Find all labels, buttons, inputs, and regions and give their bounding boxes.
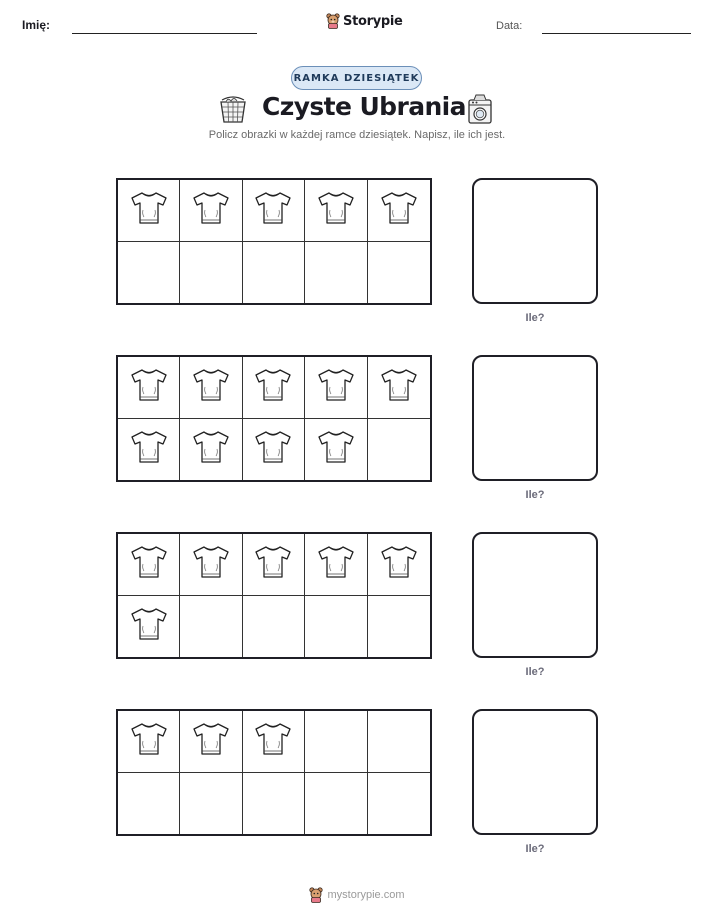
- tshirt-icon: [189, 363, 233, 412]
- ten-frame-cell: [180, 242, 242, 304]
- answer-label: Ile?: [525, 312, 545, 324]
- ten-frame-cell: [180, 534, 242, 596]
- ten-frame-cell: [180, 711, 242, 773]
- ten-frame-cell: [368, 711, 430, 773]
- instructions: Policz obrazki w każdej ramce dziesiątek. Napisz, ile ich jest.: [208, 129, 506, 141]
- tshirt-icon: [251, 425, 295, 474]
- tshirt-icon: [189, 717, 233, 766]
- ten-frame-cell: [180, 419, 242, 481]
- tshirt-icon: [377, 186, 421, 235]
- brand-logo: [326, 13, 403, 29]
- ten-frame-cell: [243, 596, 305, 658]
- ten-frame-cell: [305, 711, 367, 773]
- title-row: [0, 90, 714, 128]
- washing-machine-icon: [465, 92, 495, 124]
- answer-label: Ile?: [525, 666, 545, 678]
- answer-box[interactable]: [472, 709, 598, 835]
- tshirt-icon: [377, 363, 421, 412]
- ten-frame-cell: [118, 357, 180, 419]
- ten-frame-cell: [118, 534, 180, 596]
- ten-frame-cell: [368, 534, 430, 596]
- ten-frame-cell: [180, 773, 242, 835]
- footer-url: mystorypie.com: [327, 889, 405, 901]
- ten-frame-cell: [243, 357, 305, 419]
- ten-frame-cell: [305, 773, 367, 835]
- bear-logo-icon: [309, 887, 323, 903]
- ten-frame-cell: [243, 534, 305, 596]
- tshirt-icon: [251, 186, 295, 235]
- ten-frame: [116, 355, 432, 482]
- brand-name: Storypie: [343, 13, 403, 29]
- laundry-basket-icon: [218, 92, 248, 124]
- ten-frame-cell: [118, 773, 180, 835]
- tshirt-icon: [251, 540, 295, 589]
- tshirt-icon: [314, 363, 358, 412]
- ten-frame: [116, 709, 432, 836]
- ten-frame-cell: [305, 534, 367, 596]
- tshirt-icon: [314, 425, 358, 474]
- answer-label: Ile?: [525, 489, 545, 501]
- ten-frame-cell: [368, 773, 430, 835]
- tshirt-icon: [127, 425, 171, 474]
- ten-frame-cell: [305, 242, 367, 304]
- tshirt-icon: [127, 186, 171, 235]
- tshirt-icon: [127, 363, 171, 412]
- ten-frame: [116, 532, 432, 659]
- date-label: Data:: [496, 20, 523, 32]
- ten-frame-cell: [305, 596, 367, 658]
- name-line[interactable]: [72, 33, 257, 34]
- ten-frame-cell: [368, 180, 430, 242]
- answer-label: Ile?: [525, 843, 545, 855]
- tshirt-icon: [377, 540, 421, 589]
- ten-frame-cell: [243, 419, 305, 481]
- ten-frame-cell: [243, 711, 305, 773]
- answer-box[interactable]: [472, 532, 598, 658]
- tshirt-icon: [314, 186, 358, 235]
- ten-frame-cell: [368, 242, 430, 304]
- tshirt-icon: [127, 717, 171, 766]
- tshirt-icon: [189, 540, 233, 589]
- tshirt-icon: [314, 540, 358, 589]
- ten-frame-cell: [180, 180, 242, 242]
- bear-logo-icon: [326, 13, 340, 29]
- tshirt-icon: [189, 425, 233, 474]
- ten-frame-cell: [118, 180, 180, 242]
- tshirt-icon: [127, 602, 171, 651]
- ten-frame-cell: [118, 596, 180, 658]
- ten-frame-cell: [305, 180, 367, 242]
- ten-frame-cell: [368, 419, 430, 481]
- tshirt-icon: [127, 540, 171, 589]
- name-label: Imię:: [22, 18, 51, 32]
- ten-frame-cell: [305, 357, 367, 419]
- footer: [0, 887, 714, 903]
- tshirt-icon: [251, 363, 295, 412]
- ten-frame-cell: [118, 419, 180, 481]
- answer-box[interactable]: [472, 178, 598, 304]
- ten-frame-cell: [243, 180, 305, 242]
- ten-frame-cell: [180, 357, 242, 419]
- ten-frame-cell: [118, 242, 180, 304]
- worksheet-header: [0, 0, 714, 50]
- ten-frame-cell: [368, 596, 430, 658]
- ten-frame-cell: [243, 773, 305, 835]
- tshirt-icon: [251, 717, 295, 766]
- tshirt-icon: [189, 186, 233, 235]
- date-line[interactable]: [542, 33, 691, 34]
- badge-label: RAMKA DZIESIĄTEK: [293, 72, 420, 84]
- ten-frame-cell: [118, 711, 180, 773]
- ten-frame-cell: [368, 357, 430, 419]
- ten-frame: [116, 178, 432, 305]
- page-title: Czyste Ubrania: [262, 92, 466, 121]
- worksheet-type-badge: [291, 66, 422, 90]
- ten-frame-cell: [243, 242, 305, 304]
- answer-box[interactable]: [472, 355, 598, 481]
- ten-frame-cell: [180, 596, 242, 658]
- ten-frame-cell: [305, 419, 367, 481]
